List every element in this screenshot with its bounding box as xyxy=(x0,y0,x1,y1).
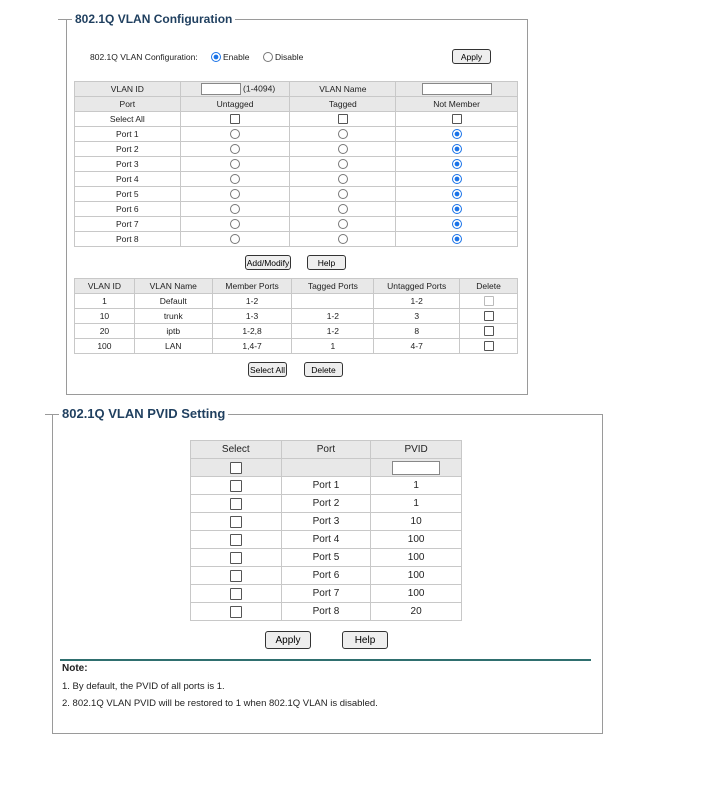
th-delete: Delete xyxy=(460,279,518,294)
table-row xyxy=(75,294,518,309)
untagged-ports: 8 xyxy=(374,324,460,339)
tagged-radio[interactable] xyxy=(338,189,348,199)
vlan-id-cell xyxy=(180,82,290,97)
vlan-port-table xyxy=(74,81,518,247)
th-vlan-name: VLAN Name xyxy=(134,279,212,294)
col-not-member: Not Member xyxy=(396,97,518,112)
port-label: Port 7 xyxy=(75,217,181,232)
pvid-header-row xyxy=(191,441,462,459)
member-ports: 1-2 xyxy=(212,294,292,309)
vlan-id: 100 xyxy=(75,339,135,354)
pvid-port: Port 1 xyxy=(281,477,371,495)
pvid-value: 100 xyxy=(371,531,462,549)
untagged-ports: 4-7 xyxy=(374,339,460,354)
add-modify-button[interactable]: Add/Modify xyxy=(245,255,291,270)
col-port: Port xyxy=(281,441,371,459)
table-row xyxy=(75,339,518,354)
table-row xyxy=(191,513,462,531)
untagged-radio[interactable] xyxy=(230,189,240,199)
not-member-radio[interactable] xyxy=(452,204,462,214)
vlan-id: 1 xyxy=(75,294,135,309)
pvid-port-checkbox[interactable] xyxy=(230,552,242,564)
untagged-radio[interactable] xyxy=(230,174,240,184)
pvid-port-checkbox[interactable] xyxy=(230,570,242,582)
note-title: Note: xyxy=(62,663,88,674)
select-all-label: Select All xyxy=(75,112,181,127)
member-ports: 1-2,8 xyxy=(212,324,292,339)
tagged-radio[interactable] xyxy=(338,204,348,214)
not-member-radio[interactable] xyxy=(452,189,462,199)
not-member-radio[interactable] xyxy=(452,144,462,154)
select-all-untagged-checkbox[interactable] xyxy=(230,114,240,124)
delete-checkbox[interactable] xyxy=(484,311,494,321)
untagged-radio[interactable] xyxy=(230,129,240,139)
port-label: Port 4 xyxy=(75,172,181,187)
vlan-id: 10 xyxy=(75,309,135,324)
select-all-tagged-checkbox[interactable] xyxy=(338,114,348,124)
vlan-mode-label: 802.1Q VLAN Configuration: xyxy=(90,52,198,62)
pvid-port-checkbox[interactable] xyxy=(230,480,242,492)
pvid-help-button[interactable]: Help xyxy=(342,631,388,649)
untagged-radio[interactable] xyxy=(230,144,240,154)
untagged-radio[interactable] xyxy=(230,219,240,229)
pvid-port-checkbox[interactable] xyxy=(230,498,242,510)
pvid-port: Port 8 xyxy=(281,603,371,621)
vlan-name: LAN xyxy=(134,339,212,354)
vlan-id-row xyxy=(75,82,518,97)
pvid-port: Port 4 xyxy=(281,531,371,549)
table-row xyxy=(75,309,518,324)
pvid-input[interactable] xyxy=(392,461,440,475)
delete-checkbox xyxy=(484,296,494,306)
tagged-radio[interactable] xyxy=(338,219,348,229)
pvid-port-checkbox[interactable] xyxy=(230,534,242,546)
port-row xyxy=(75,187,518,202)
pvid-port-checkbox[interactable] xyxy=(230,516,242,528)
note-line-2: 2. 802.1Q VLAN PVID will be restored to 1 when 802.1Q VLAN is disabled. xyxy=(62,698,378,709)
vlan-name: trunk xyxy=(134,309,212,324)
tagged-ports: 1-2 xyxy=(292,309,374,324)
pvid-port: Port 6 xyxy=(281,567,371,585)
port-row xyxy=(75,172,518,187)
port-row xyxy=(75,217,518,232)
col-pvid: PVID xyxy=(371,441,462,459)
member-ports: 1-3 xyxy=(212,309,292,324)
th-member-ports: Member Ports xyxy=(212,279,292,294)
col-port: Port xyxy=(75,97,181,112)
vlan-list-header xyxy=(75,279,518,294)
table-row xyxy=(191,585,462,603)
port-label: Port 2 xyxy=(75,142,181,157)
th-untagged-ports: Untagged Ports xyxy=(374,279,460,294)
tagged-ports: 1 xyxy=(292,339,374,354)
pvid-port: Port 2 xyxy=(281,495,371,513)
port-label: Port 5 xyxy=(75,187,181,202)
pvid-value: 20 xyxy=(371,603,462,621)
pvid-apply-button[interactable]: Apply xyxy=(265,631,311,649)
select-all-row xyxy=(75,112,518,127)
port-row xyxy=(75,142,518,157)
pvid-value: 1 xyxy=(371,495,462,513)
vlan-id: 20 xyxy=(75,324,135,339)
delete-checkbox[interactable] xyxy=(484,326,494,336)
table-row xyxy=(191,477,462,495)
tagged-ports xyxy=(292,294,374,309)
port-label: Port 1 xyxy=(75,127,181,142)
vlan-name-cell xyxy=(396,82,518,97)
table-row xyxy=(191,549,462,567)
tagged-radio[interactable] xyxy=(338,144,348,154)
not-member-radio[interactable] xyxy=(452,159,462,169)
pvid-table xyxy=(190,440,462,621)
note-divider xyxy=(60,659,591,661)
tagged-radio[interactable] xyxy=(338,174,348,184)
table-row xyxy=(191,495,462,513)
pvid-value: 100 xyxy=(371,567,462,585)
th-tagged-ports: Tagged Ports xyxy=(292,279,374,294)
pvid-port-checkbox[interactable] xyxy=(230,606,242,618)
note-line-1: 1. By default, the PVID of all ports is 1. xyxy=(62,681,225,692)
table-row xyxy=(191,603,462,621)
not-member-radio[interactable] xyxy=(452,174,462,184)
disable-label: Disable xyxy=(275,52,304,62)
not-member-radio[interactable] xyxy=(452,129,462,139)
pvid-port-checkbox[interactable] xyxy=(230,588,242,600)
th-vlan-id: VLAN ID xyxy=(75,279,135,294)
tagged-radio[interactable] xyxy=(338,159,348,169)
untagged-ports: 1-2 xyxy=(374,294,460,309)
not-member-radio[interactable] xyxy=(452,219,462,229)
untagged-ports: 3 xyxy=(374,309,460,324)
enable-label: Enable xyxy=(223,52,250,62)
tagged-radio[interactable] xyxy=(338,234,348,244)
disable-radio[interactable] xyxy=(263,52,273,62)
vlan-id-label: VLAN ID xyxy=(75,82,181,97)
vlan-name-input[interactable] xyxy=(422,83,492,95)
pvid-select-all-row xyxy=(191,459,462,477)
port-label: Port 8 xyxy=(75,232,181,247)
port-label: Port 3 xyxy=(75,157,181,172)
select-all-not-member-checkbox[interactable] xyxy=(452,114,462,124)
col-select: Select xyxy=(191,441,282,459)
pvid-port: Port 5 xyxy=(281,549,371,567)
vlan-name-label: VLAN Name xyxy=(290,82,396,97)
pvid-select-all-checkbox[interactable] xyxy=(230,462,242,474)
untagged-radio[interactable] xyxy=(230,159,240,169)
delete-button[interactable]: Delete xyxy=(304,362,343,377)
member-ports: 1,4-7 xyxy=(212,339,292,354)
vlan-mode-apply-button[interactable]: Apply xyxy=(452,49,491,64)
table-row xyxy=(191,567,462,585)
vlan-list-table xyxy=(74,278,518,354)
port-row xyxy=(75,157,518,172)
select-all-button[interactable]: Select All xyxy=(248,362,287,377)
pvid-value: 1 xyxy=(371,477,462,495)
delete-checkbox[interactable] xyxy=(484,341,494,351)
vlan-name: iptb xyxy=(134,324,212,339)
pvid-value: 100 xyxy=(371,585,462,603)
pvid-value: 100 xyxy=(371,549,462,567)
not-member-radio[interactable] xyxy=(452,234,462,244)
enable-radio[interactable] xyxy=(211,52,221,62)
port-row xyxy=(75,127,518,142)
col-untagged: Untagged xyxy=(180,97,290,112)
untagged-radio[interactable] xyxy=(230,234,240,244)
port-label: Port 6 xyxy=(75,202,181,217)
pvid-port: Port 7 xyxy=(281,585,371,603)
port-row xyxy=(75,232,518,247)
table-row xyxy=(191,531,462,549)
vlan-config-title: 802.1Q VLAN Configuration xyxy=(72,12,235,26)
pvid-title: 802.1Q VLAN PVID Setting xyxy=(59,406,228,421)
port-header-row xyxy=(75,97,518,112)
pvid-port: Port 3 xyxy=(281,513,371,531)
vlan-id-hint: (1-4094) xyxy=(243,83,276,94)
vlan-id-input[interactable] xyxy=(201,83,241,95)
col-tagged: Tagged xyxy=(290,97,396,112)
table-row xyxy=(75,324,518,339)
port-row xyxy=(75,202,518,217)
tagged-radio[interactable] xyxy=(338,129,348,139)
untagged-radio[interactable] xyxy=(230,204,240,214)
tagged-ports: 1-2 xyxy=(292,324,374,339)
vlan-help-button[interactable]: Help xyxy=(307,255,346,270)
vlan-name: Default xyxy=(134,294,212,309)
pvid-value: 10 xyxy=(371,513,462,531)
